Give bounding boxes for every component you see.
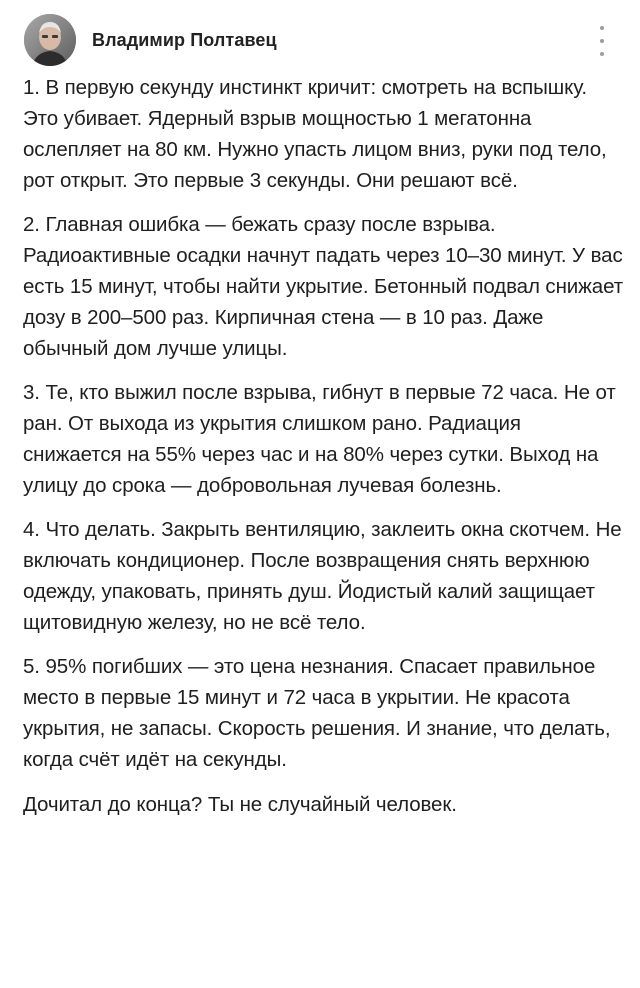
post-paragraph-4: 4. Что делать. Закрыть вентиляцию, заклеить окна скотчем. Не включать кондиционер. После возвращения снять верхнюю одежду, упаковать, принять душ. Йодистый калий защищает щитовидную железу, но не всё тело. [23, 518, 622, 634]
menu-dot [600, 39, 604, 43]
post-paragraph-3: 3. Те, кто выжил после взрыва, гибнут в первые 72 часа. Не от ран. От выхода из укрытия слишком рано. Радиация снижается на 55% через час и на 80% через сутки. Выход на улицу до срока — добровольная лучевая болезнь. [23, 381, 616, 497]
post-closing-line: Дочитал до конца? Ты не случайный человек. [23, 793, 457, 816]
more-vertical-icon[interactable] [594, 26, 610, 56]
post-paragraph-5: 5. 95% погибших — это цена незнания. Спасает правильное место в первые 15 минут и 72 часа в укрытии. Не красота укрытия, не запасы. Скорость решения. И знание, что делать, когда счёт идёт на секунды. [23, 655, 611, 771]
post-paragraph-1: 1. В первую секунду инстинкт кричит: смотреть на вспышку. Это убивает. Ядерный взрыв мощностью 1 мегатонна ослепляет на 80 км. Нужно упасть лицом вниз, руки под тело, рот открыт. Это первые 3 секунды. Они решают всё. [23, 76, 607, 192]
menu-dot [600, 52, 604, 56]
avatar[interactable] [24, 14, 76, 66]
post-paragraph-2: 2. Главная ошибка — бежать сразу после взрыва. Радиоактивные осадки начнут падать через 10–30 минут. У вас есть 15 минут, чтобы найти укрытие. Бетонный подвал снижает дозу в 200–500 раз. Кирпичная стена — в 10 раз. Даже обычный дом лучше улицы. [23, 213, 623, 360]
author-name[interactable]: Владимир Полтавец [92, 29, 277, 50]
post-content [23, 72, 623, 820]
post-header [24, 12, 616, 68]
menu-dot [600, 26, 604, 30]
